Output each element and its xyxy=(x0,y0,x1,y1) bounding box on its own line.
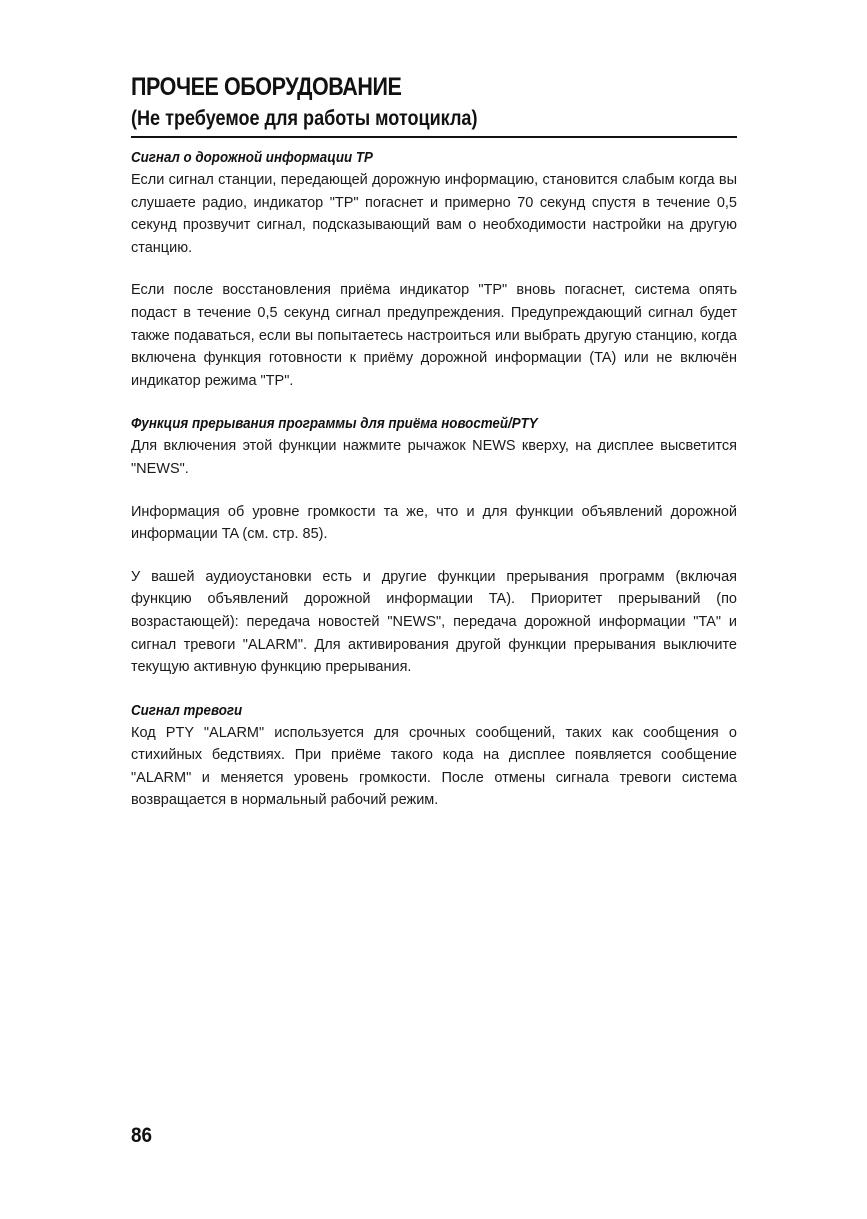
page-subtitle: (Не требуемое для работы мотоцикла) xyxy=(131,107,478,130)
page-number: 86 xyxy=(131,1124,153,1147)
section-spacer xyxy=(131,679,737,701)
section-heading: Функция прерывания программы для приёма новостей/PTY xyxy=(131,416,538,433)
section-alarm xyxy=(131,701,737,812)
section-heading: Сигнал тревоги xyxy=(131,702,243,719)
section-heading: Сигнал о дорожной информации TP xyxy=(131,150,373,166)
paragraph: Если после восстановления приёма индикатор "TP" вновь погаснет, система опять подаст в течение 0,5 секунд сигнал предупреждения. Предупреждающий сигнал будет также подаваться, если вы попытаетесь настроиться или выбрать другую станцию, когда включена функция готовности к приёму дорожной информации (TA) или не включён индикатор режима "TP". xyxy=(131,282,737,389)
paragraph: Информация об уровне громкости та же, что и для функции объявлений дорожной информации TA (см. стр. 85). xyxy=(131,503,737,543)
paragraph: Если сигнал станции, передающей дорожную информацию, становится слабым когда вы слушаете радио, индикатор "TP" погаснет и примерно 70 секунд спустя в течение 0,5 секунд прозвучит сигнал, подсказывающий вам о необходимости настройки на другую станцию. xyxy=(131,172,737,256)
paragraph: У вашей аудиоустановки есть и другие функции прерывания программ (включая функцию объявлений дорожной информации TA). Приоритет прерываний (по возрастающей): передача новостей "NEWS", передача дорожной информации "TA" и сигнал тревоги "ALARM". Для активирования другой функции прерывания выключите текущую активную функцию прерывания. xyxy=(131,568,737,676)
title-divider xyxy=(131,136,737,138)
section-tp-signal xyxy=(131,148,737,392)
paragraph: Для включения этой функции нажмите рычажок NEWS кверху, на дисплее высветится "NEWS". xyxy=(131,438,737,477)
paragraph: Код PTY "ALARM" используется для срочных сообщений, таких как сообщения о стихийных бедствиях. При приёме такого кода на дисплее появляется сообщение "ALARM" и меняется уровень громкости. После отмены сигнала тревоги система возвращается в нормальный рабочий режим. xyxy=(131,724,737,809)
page-content xyxy=(131,70,737,812)
paragraph-spacer xyxy=(131,481,737,501)
section-news-interrupt xyxy=(131,414,737,678)
page-title: ПРОЧЕЕ ОБОРУДОВАНИЕ xyxy=(131,73,402,101)
paragraph-spacer xyxy=(131,259,737,279)
section-spacer xyxy=(131,392,737,414)
paragraph-spacer xyxy=(131,546,737,566)
